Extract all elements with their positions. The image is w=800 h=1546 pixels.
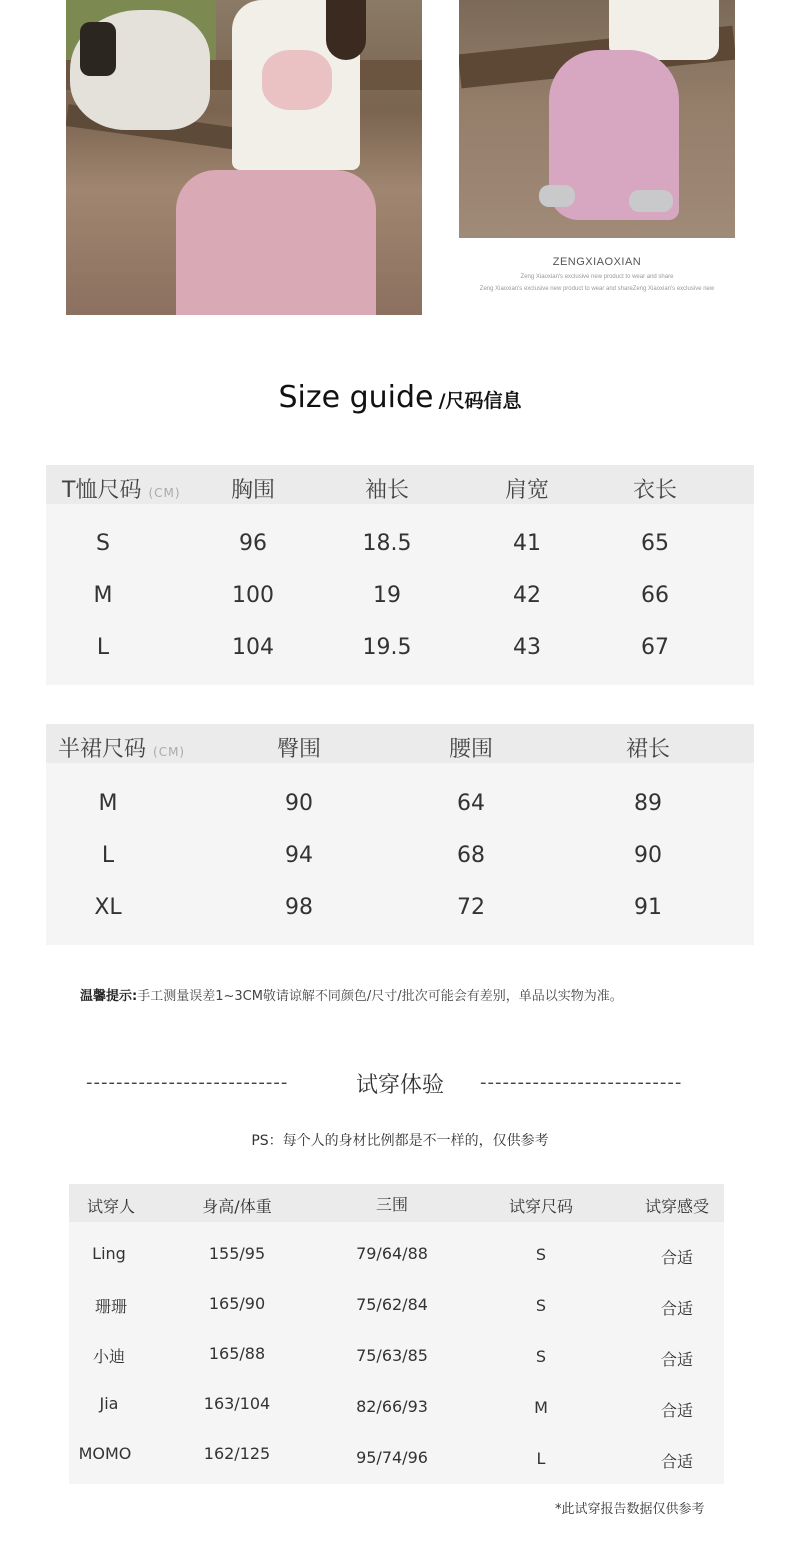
unit-label: (CM): [153, 745, 186, 759]
table-cell: XL: [94, 895, 122, 920]
column-header: 臀围: [276, 737, 322, 762]
skirt-size-label: [58, 732, 185, 763]
table-cell: S: [535, 1347, 547, 1366]
table-cell: 18.5: [362, 531, 412, 556]
table-cell: 75/62/84: [356, 1295, 428, 1314]
table-cell: Ling: [92, 1244, 126, 1263]
table-cell: 89: [634, 791, 662, 816]
table-cell: S: [535, 1245, 547, 1264]
table-cell: 67: [641, 635, 669, 660]
divider-left: ---------------------------: [86, 1072, 289, 1093]
table-cell: M: [93, 583, 113, 608]
tip-label: 温馨提示:: [80, 989, 138, 1004]
column-header: 三围: [375, 1195, 409, 1214]
table-cell: 96: [239, 531, 267, 556]
table-cell: 90: [634, 843, 662, 868]
tshirt-size-table: [46, 465, 754, 685]
table-cell: 72: [457, 895, 485, 920]
product-photo-right: [459, 0, 735, 238]
skirt-size-table: [46, 724, 754, 945]
table-cell: 82/66/93: [356, 1397, 428, 1416]
column-header: 试穿人: [86, 1197, 136, 1216]
column-header: 袖长: [364, 478, 410, 503]
column-header: 衣长: [632, 478, 678, 503]
table-cell: 65: [641, 531, 669, 556]
table-cell: 小迪: [92, 1347, 126, 1366]
divider-right: ---------------------------: [480, 1072, 683, 1093]
table-cell: 合适: [660, 1401, 694, 1420]
table-cell: M: [98, 791, 118, 816]
table-cell: L: [101, 843, 115, 868]
table-cell: 75/63/85: [356, 1346, 428, 1365]
brand-tagline: Zeng Xiaoxian's exclusive new product to wear and share: [520, 274, 674, 280]
table-cell: 95/74/96: [356, 1448, 428, 1467]
product-photo-left: [66, 0, 422, 315]
table-cell: 165/90: [208, 1294, 266, 1313]
table-cell: 合适: [660, 1350, 694, 1369]
table-cell: MOMO: [78, 1444, 132, 1463]
column-header: 半裙尺码: [58, 737, 147, 762]
table-cell: 165/88: [208, 1344, 266, 1363]
brand-name: ZENGXIAOXIAN: [552, 256, 642, 268]
column-header: 试穿尺码: [508, 1197, 574, 1216]
table-cell: 19: [373, 583, 401, 608]
table-cell: 162/125: [203, 1444, 271, 1463]
table-cell: 合适: [660, 1248, 694, 1267]
tryon-title: 试穿体验: [355, 1073, 444, 1098]
column-header: T恤尺码: [62, 478, 142, 503]
table-cell: 41: [513, 531, 541, 556]
footnote: *此试穿报告数据仅供参考: [555, 1502, 705, 1517]
table-cell: S: [535, 1296, 547, 1315]
table-cell: 155/95: [208, 1244, 266, 1263]
table-cell: 100: [232, 583, 274, 608]
table-cell: 珊珊: [94, 1297, 128, 1316]
measurement-tip: [80, 985, 623, 1004]
ps-note: PS：每个人的身材比例都是不一样的，仅供参考: [251, 1133, 549, 1149]
table-cell: 合适: [660, 1299, 694, 1318]
table-cell: 91: [634, 895, 662, 920]
column-header: 胸围: [230, 478, 276, 503]
table-cell: L: [96, 635, 110, 660]
table-cell: 68: [457, 843, 485, 868]
tshirt-size-label: [62, 473, 181, 504]
table-cell: 90: [285, 791, 313, 816]
unit-label: (CM): [148, 486, 181, 500]
column-header: 肩宽: [504, 478, 550, 503]
table-cell: 79/64/88: [356, 1244, 428, 1263]
table-cell: 合适: [660, 1452, 694, 1471]
table-cell: M: [534, 1398, 548, 1417]
table-cell: 94: [285, 843, 313, 868]
table-cell: S: [96, 531, 110, 556]
table-cell: 104: [232, 635, 274, 660]
tryon-table: [69, 1184, 724, 1484]
table-cell: 66: [641, 583, 669, 608]
table-cell: 42: [513, 583, 541, 608]
table-cell: 98: [285, 895, 313, 920]
brand-tagline-2: Zeng Xiaoxian's exclusive new product to wear and shareZeng Xiaoxian's exclusive new: [479, 286, 715, 292]
tip-text: 手工测量误差1~3CM敬请谅解不同颜色/尺寸/批次可能会有差别，单品以实物为准。: [137, 989, 623, 1004]
table-cell: L: [536, 1449, 546, 1468]
table-cell: Jia: [99, 1394, 119, 1413]
table-cell: 163/104: [203, 1394, 271, 1413]
table-cell: 64: [457, 791, 485, 816]
column-header: 裙长: [625, 737, 671, 762]
column-header: 腰围: [448, 737, 494, 762]
size-guide-title: Size guide: [278, 380, 434, 415]
column-header: 试穿感受: [644, 1197, 710, 1216]
size-guide-heading: [0, 380, 800, 415]
size-guide-title-zh: /尺码信息: [438, 390, 522, 412]
column-header: 身高/体重: [202, 1197, 272, 1216]
table-cell: 19.5: [362, 635, 412, 660]
table-cell: 43: [513, 635, 541, 660]
